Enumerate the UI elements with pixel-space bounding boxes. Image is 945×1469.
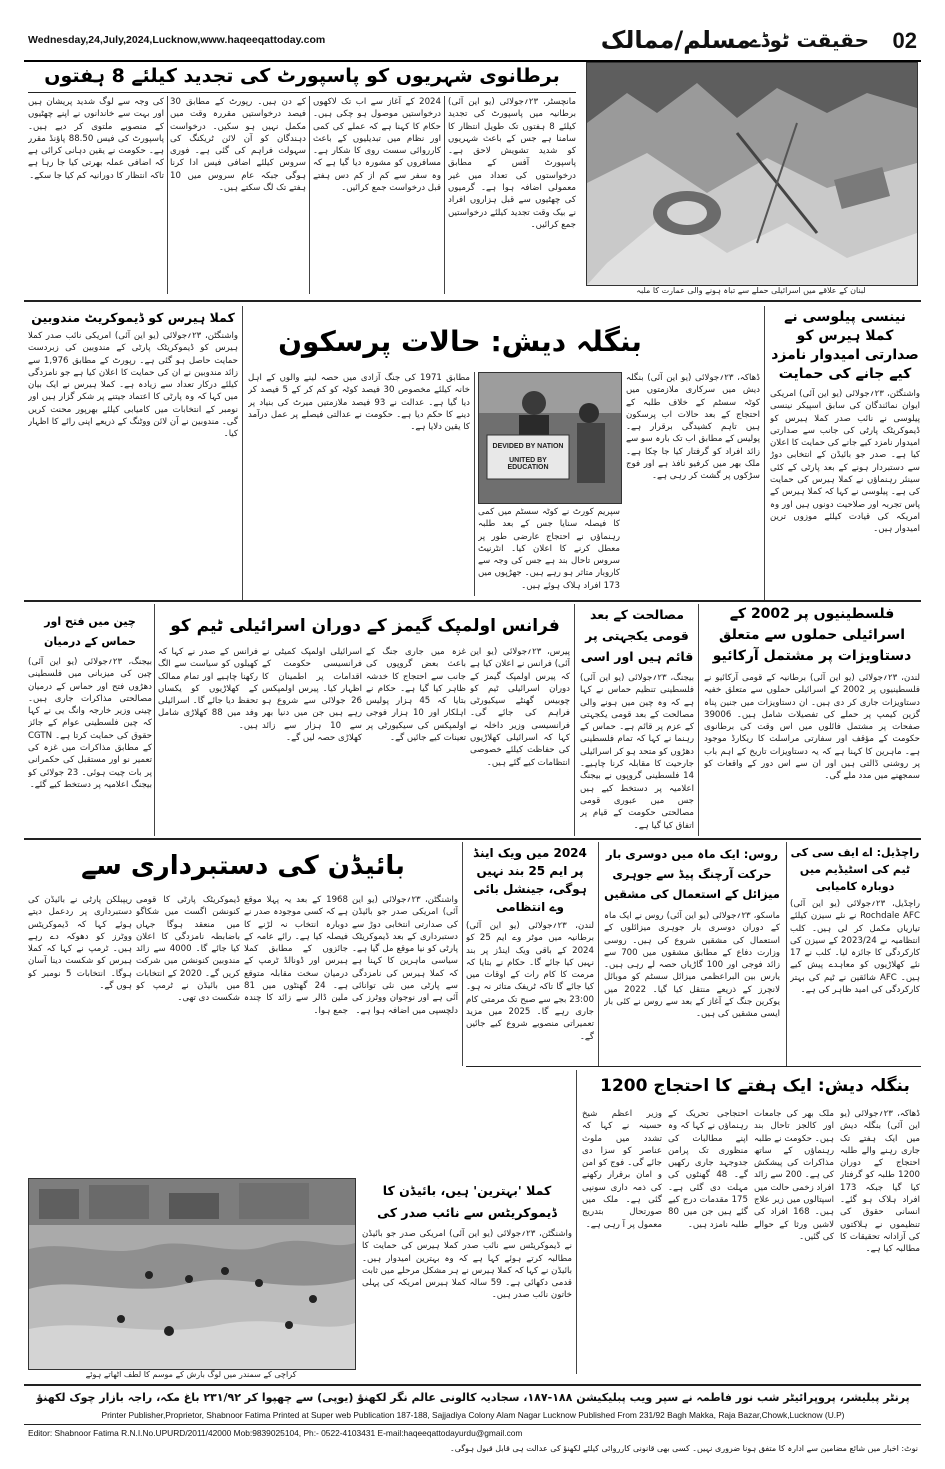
section-title: مسلم/ممالک [600,26,751,54]
russia-missile-body: ماسکو، ۲۳؍جولائی (یو این آئی) روس نے ایک ماہ کے دوران دوسری بار جوہری میزائلوں کے استعمال کی مشقیں شروع کی ہیں۔ روسی وزارت دفاع کے مطابق مشقوں میں 700 سے زائد فوجی اور 100 گاڑیاں حصہ لے رہی ہیں۔ یارس بین البراعظمی میزائل سسٹم کو موبائل لانچرز کے ذریعے منتقل کیا گیا۔ 2022 میں یوکرین جنگ کے آغاز کے بعد سے روس نے کئی بار ایسی مشقیں کی ہیں۔ [604,911,780,1020]
bangladesh-unrest-col-1: ڈھاکہ، ۲۳؍جولائی (یو این آئی) بنگلہ دیش میں سرکاری ملازمتوں میں کوٹہ سسٹم کے خلاف طلبہ کے احتجاج کے بعد حالات اب پرسکون ہیں تاہم کشیدگی برقرار ہے۔ پولیس کے مطابق اب تک بارہ سو سے زائد افراد کو گرفتار کیا جا چکا ہے۔ ملک بھر میں کرفیو نافذ ہے اور فوج سڑکوں پر گشت کر رہی ہے۔ [626,373,760,482]
israel-olympics-col-3: اسرائیلی اولمپک کمیٹی نے فرانسیسی حکومت کے اقدامات پر اطمینان کا اظہار کیا۔ پیرس اولمپکس 26 جولائی سے شروع ہو رہے ہیں جن میں دنیا بھر سے 10 ہزار سے زائد کھلاڑی حصہ لیں گے۔ [262,647,362,744]
beach-photo-art [29,1179,355,1369]
protest-photo-art [479,373,621,503]
biden-withdraw-col-1: واشنگٹن، ۲۳؍جولائی (یو این آئی) امریکی صدر جو بائیڈن کی صدارتی انتخابی دوڑ سے دستبرداری کے بعد ڈیموکریٹک پارٹی کو نیا موقع مل گیا ہے۔ سیاسی ماہرین کا کہنا ہے کہ کملا ہیرس کی نامزدگی سے پارٹی میں نئی توانائی آئی ہے اور نوجوان ووٹرز کی دلچسپی میں اضافہ ہوا ہے۔ [352,895,458,1016]
palestine-archive-body: لندن، ۲۳؍جولائی (یو این آئی) برطانیہ کے قومی آرکائیو نے فلسطینیوں پر 2002 کے اسرائیلی حملوں سے متعلق خفیہ دستاویزات جاری کر دی ہیں۔ ان دستاویزات میں جنین پناہ گزین کیمپ پر حملے کی تفصیلات شامل ہیں۔ 39006 صفحات پر مشتمل فائلوں میں اس وقت کی برطانوی حکومت کے مؤقف اور سفارتی مراسلت کا ریکارڈ موجود ہے۔ ماہرین کا کہنا ہے کہ یہ دستاویزات تاریخ کے اہم باب پر روشنی ڈالتی ہیں اور ان سے اس دور کے واقعات کو سمجھنے میں مدد ملے گی۔ [704,673,920,782]
biden-withdraw-col-4: ریپبلکن پارٹی نے بائیڈن کی دستبرداری پر ردعمل دیتے ہوئے کہا کہ ڈیموکریٹس ووٹرز کو دھوکہ دے رہے ہیں۔ ٹرمپ نے کہا کہ کملا ہیرس کو شکست دینا آسان ہوگا۔ انتخابات 5 نومبر کو ہوں گے۔ [28,895,132,992]
lebanon-rubble-photo [586,62,918,286]
footer-imprint-line2: Editor: Shabnoor Fatima R.N.I.No.UPURD/2011/42000 Mob:9839025104, Ph:- 0522-4103431 E-mail:haqeeqattodayurdu@gmail.com [28,1428,523,1438]
bangladesh-1200-col-1: ڈھاکہ، ۲۳؍جولائی (یو این آئی) بنگلہ دیش میں ایک ہفتے تک جاری رہنے والے طلبہ احتجاج کے دوران 1200 طلبہ کو گرفتار کیا گیا جبکہ 173 افراد ہلاک ہو گئے۔ انسانی حقوق کی تنظیموں نے ہلاکتوں کی آزادانہ تحقیقات کا مطالبہ کیا ہے۔ [840,1109,920,1255]
palestine-archive-headline: فلسطینیوں پر 2002 کے اسرائیلی حملوں سے متعلق دستاویزات پر مشتمل آرکائیو [712,606,912,664]
bangladesh-1200-col-3: احتجاجی تحریک کے رہنماؤں نے کہا کہ وہ اپنے مطالبات کی منظوری تک پرامن جدوجہد جاری رکھیں گے۔ 48 گھنٹوں کی مہلت دی گئی ہے۔ 175 مقدمات درج کیے گئے ہیں جن میں 80 طلبہ نامزد ہیں۔ [668,1109,748,1230]
uk-passport-col-4: کی وجہ سے لوگ شدید پریشان ہیں اور بہت سے خاندانوں نے اپنے چھٹیوں کے منصوبے ملتوی کر دیے ہیں۔ پاسپورٹ کی فیس 88.50 پاؤنڈ مقرر ہے۔ حکومت نے یقین دہانی کرائی ہے کہ اضافی عملہ بھرتی کیا جا رہا ہے تاکہ انتظار کا دورانیہ کم کیا جا سکے۔ [28,97,164,181]
paper-logo: حقیقت ٹوڈے [748,28,869,52]
m25-weekend-headline: 2024 میں ویک اینڈ پر ایم 25 بند نہیں ہوگی، جینشل بائی وے انتظامی [473,846,587,914]
uk-passport-headline: برطانوی شہریوں کو پاسپورٹ کی تجدید کیلئے 8 ہفتوں [44,65,560,87]
israel-olympics-col-1: پیرس، ۲۳؍جولائی (یو این آئی) فرانس نے اعلان کیا ہے کہ پیرس اولمپک گیمز کے دوران اسرائیلی ٹیم کو چوبیس گھنٹے سیکیورٹی فراہم کی جائے گی۔ فرانسیسی وزیر داخلہ نے کہا کہ اسرائیلی کھلاڑیوں کی حفاظت کیلئے خصوصی انتظامات کیے گئے ہیں۔ [470,647,570,768]
bangladesh-1200-col-4: وزیر اعظم شیخ حسینہ نے کہا کہ تشدد میں ملوث عناصر کو سزا دی جائے گی۔ فوج کو امن و امان برقرار رکھنے کی ذمہ داری سونپی گئی ہے۔ ملک میں صورتحال بتدریج معمول پر آ رہی ہے۔ [582,1109,662,1230]
beach-photo-caption: کراچی کے سمندر میں لوگ بارش کے موسم کا لطف اٹھاتے ہوئے [85,1370,297,1379]
hamas-unity-headline: مصالحت کے بعد قومی یکجہتی پر قائم ہیں اور اسی [580,607,694,664]
footer-imprint-line1: Printer Publisher,Proprietor, Shabnoor Fatima Printed at Super web Publication 187-188, Sajjadiya Colony Alam Nagar Lucknow Published From 231/92 Bagh Makka, Raja Bazar,Chowk,Lucknow (U.P) [101,1410,845,1420]
russia-missile-headline: روس: ایک ماہ میں دوسری بار حرکت آرچنگ پیڈ سے جوہری میزائل کے استعمال کی مشقیں [604,847,780,901]
israel-olympics-col-4: فرانس کے صدر نے کہا کہ کھیلوں کو سیاست سے الگ رکھنا چاہیے اور تمام ممالک کے کھلاڑیوں کو یکساں تحفظ دیا جائے گا۔ اسرائیلی وفد میں 88 کھلاڑی شامل ہیں۔ [158,647,258,731]
footer-disclaimer: نوٹ: اخبار میں شائع مضامین سے ادارہ کا متفق ہونا ضروری نہیں۔ کسی بھی قانونی کارروائی کیلئے لکھنؤ کی عدالت ہی قابل قبول ہوگی۔ [450,1444,918,1453]
kamala-support-headline: کملا ہیرس کو ڈیموکریٹ مندوبین [31,310,235,325]
china-palestine-body: بیجنگ، ۲۳؍جولائی (یو این آئی) چین کی میزبانی میں فلسطینی دھڑوں فتح اور حماس کے درمیان مصالحتی مذاکرات جاری ہیں۔ چینی وزیر خارجہ وانگ یی نے کہا کہ چین فلسطینی عوام کے جائز حقوق کی حمایت کرتا ہے۔ CGTN کے مطابق مذاکرات میں غزہ کی تعمیر نو اور مستقبل کی حکمرانی پر بات چیت ہوئی۔ 23 جولائی کو بیجنگ اعلامیہ پر دستخط کیے گئے۔ [28,657,152,790]
uk-passport-col-2: 2024 کے آغاز سے اب تک لاکھوں درخواستیں موصول ہو چکی ہیں۔ حکام کا کہنا ہے کہ عملے کی کمی اور نظام میں تبدیلیوں کے باعث کارروائی سست روی کا شکار ہے۔ مسافروں کو مشورہ دیا گیا ہے کہ وہ سفر سے کم از کم دس ہفتے قبل درخواست جمع کرائیں۔ [313,97,441,194]
israel-olympics-headline: فرانس اولمپک گیمز کے دوران اسرائیلی ٹیم کو [170,616,560,636]
kamala-best-headline: کملا 'بہترین' ہیں، بائیڈن کا ڈیموکریٹس سے نائب صدر کی [377,1183,557,1220]
kamala-best-body: واشنگٹن، ۲۳؍جولائی (یو این آئی) امریکی صدر جو بائیڈن نے ڈیموکریٹس سے نائب صدر کملا ہیرس کی حمایت کا مطالبہ کرتے ہوئے کہا ہے کہ وہ بہترین امیدوار ہیں۔ بائیڈن نے کہا کہ کملا ہیرس نے ہر مشکل مرحلے میں ثابت قدمی دکھائی ہے۔ 59 سالہ کملا ہیرس امریکہ کی پہلی خاتون نائب صدر ہیں۔ [362,1229,572,1301]
kamala-nancy-body: واشنگٹن، ۲۳؍جولائی (یو این آئی) امریکی ایوان نمائندگان کی سابق اسپیکر نینسی پیلوسی نے نائب صدر کملا ہیرس کو ڈیموکریٹک پارٹی کی جانب سے صدارتی امیدوار نامزد کیے جانے کی حمایت کا اعلان کیا ہے۔ صدر جو بائیڈن کے انتخابی دوڑ سے دستبردار ہونے کے بعد پارٹی کے کئی سینئر رہنماؤں نے کملا ہیرس کی حمایت کی ہے۔ پیلوسی نے کہا کہ کملا ہیرس کے پاس تجربہ اور صلاحیت دونوں ہیں اور وہ امریکہ کی قیادت کیلئے موزوں ترین امیدوار ہیں۔ [770,389,920,535]
biden-withdraw-col-3: ڈیموکریٹک پارٹی کا قومی کنونشن اگست میں شکاگو میں منعقد ہوگا جہاں باضابطہ نامزدگی کا اعلان کیا جائے گا۔ 4000 سے زائد مندوبین کنونشن میں شرکت کریں گے۔ 2020 کے انتخابات میں بائیڈن نے ٹرمپ کو شکست دی تھی۔ [136,895,240,1004]
bangladesh-1200-headline: بنگلہ دیش: ایک ہفتے کا احتجاج 1200 [600,1076,910,1096]
biden-withdraw-headline: بائیڈن کی دستبرداری سے [81,851,405,881]
biden-withdraw-col-2: 1968 کے بعد یہ پہلا موقع ہے کہ کسی موجودہ صدر نے دوبارہ انتخاب نہ لڑنے کا فیصلہ کیا ہے۔ رائے عامہ کے جائزوں کے مطابق کملا ہیرس اور ڈونالڈ ٹرمپ کے درمیان سخت مقابلہ متوقع ہے۔ 24 گھنٹوں میں 81 ملین ڈالر سے زائد کا چندہ جمع ہوا۔ [244,895,348,1016]
page-number: 02 [892,28,917,53]
beach-photo [28,1178,356,1370]
kamala-nancy-headline: نینسی پیلوسی نے کملا ہیرس کو صدارتی امیدوار نامزد کیے جانے کی حمایت [771,309,919,382]
rochdale-body: راچڈیل، ۲۳؍جولائی (یو این آئی) Rochdale AFC نے نئے سیزن کیلئے تیاریاں مکمل کر لی ہیں۔ کلب انتظامیہ نے 2023/24 کے سیزن کی کارکردگی کا جائزہ لیا۔ کلب نے 17 نئے کھلاڑیوں کو معاہدے پیش کیے ہیں۔ AFC شائقین نے ٹیم کی بہتر کارکردگی کی امید ظاہر کی ہے۔ [790,899,920,996]
israel-olympics-col-2: غزہ میں جاری جنگ کے باعث بعض گروپوں کی جانب سے احتجاج کا خدشہ ظاہر کیا گیا ہے۔ حکام نے بتایا کہ 45 ہزار پولیس اہلکار اور 10 ہزار فوجی اولمپکس کی سیکیورٹی پر تعینات کیے جائیں گے۔ [366,647,466,744]
protest-sign-line2: UNITED BY EDUCATION [507,457,549,471]
uk-passport-col-1: مانچسٹر، ۲۳؍جولائی (یو این آئی) برطانیہ میں پاسپورٹ کی تجدید کیلئے 8 ہفتوں تک طویل انتظار کا سامنا ہے جس کے باعث شہریوں کو شدید تشویش لاحق ہے۔ پاسپورٹ آفس کے مطابق درخواستوں کی تعداد میں غیر معمولی اضافہ ہوا ہے۔ گرمیوں کی چھٹیوں سے قبل ہزاروں افراد نے بیک وقت تجدید کیلئے درخواستیں جمع کرائیں۔ [448,97,576,230]
bangladesh-1200-col-2: ملک بھر کی جامعات اور کالجز تاحال بند ہیں۔ حکومت نے طلبہ رہنماؤں کے ساتھ مذاکرات کی پیشکش کی ہے۔ 200 سے زائد افراد زخمی حالت میں اسپتالوں میں زیر علاج ہیں۔ 168 افراد کی لاشیں ورثا کے حوالے کی گئیں۔ [754,1109,834,1242]
bangladesh-unrest-col-3: مطابق 1971 کی جنگ آزادی میں حصہ لینے والوں کے اہل خانہ کیلئے مخصوص 30 فیصد کوٹہ کو کم کر کے 5 فیصد کر دیا گیا ہے۔ عدالت نے 93 فیصد ملازمتیں میرٹ کی بنیاد پر دینے کا حکم دیا ہے۔ حکومت نے عدالتی فیصلے پر عمل درآمد کا یقین دلایا ہے۔ [248,373,470,433]
masthead [24,26,921,62]
bangladesh-unrest-headline: بنگلہ دیش: حالات پرسکون [278,325,642,358]
uk-passport-col-3: کے دن ہیں۔ رپورٹ کے مطابق 30 فیصد درخواستیں مقررہ وقت میں مکمل نہیں ہو سکیں۔ درخواست دہندگان کو آن لائن ٹریکنگ کی سہولت فراہم کی گئی ہے۔ فوری سروس کیلئے اضافی فیس ادا کرنا ہوگی جبکہ عام سروس میں 10 ہفتے تک لگ سکتے ہیں۔ [170,97,306,194]
china-palestine-headline: چین میں فتح اور حماس کے درمیان [44,615,136,648]
rochdale-headline: راچڈیل: اے ایف سی کی ٹیم کی اسٹیڈیم میں دوبارہ کامیابی [790,846,920,893]
protest-sign-line1: DEVIDED BY NATION [492,443,564,450]
hamas-unity-body: بیجنگ، ۲۳؍جولائی (یو این آئی) فلسطینی تنظیم حماس نے کہا ہے کہ وہ چین میں ہونے والی مصالحت کے بعد قومی یکجہتی کے عزم پر قائم ہے۔ حماس کے رہنما نے کہا کہ تمام فلسطینی دھڑوں کو متحد ہو کر اسرائیلی جارحیت کا مقابلہ کرنا چاہیے۔ 14 فلسطینی گروپوں نے بیجنگ اعلامیہ پر دستخط کیے ہیں جس میں عبوری قومی مصالحتی حکومت کے قیام پر اتفاق کیا گیا ہے۔ [580,673,694,831]
bangladesh-unrest-col-2: سپریم کورٹ نے کوٹہ سسٹم میں کمی کا فیصلہ سنایا جس کے بعد طلبہ رہنماؤں نے احتجاج عارضی طور پر معطل کرنے کا اعلان کیا۔ انٹرنیٹ سروس تاحال بند ہے جس کی وجہ سے کاروبار متاثر ہو رہے ہیں۔ جھڑپوں میں 173 افراد ہلاک ہوئے ہیں۔ [478,507,620,591]
rubble-photo-art [587,63,917,285]
student-protest-photo [478,372,622,504]
lebanon-photo-caption: لبنان کے علاقے میں اسرائیلی حملے سے تباہ ہونے والی عمارت کا ملبہ [636,286,866,295]
kamala-support-body: واشنگٹن، ۲۳؍جولائی (یو این آئی) امریکی نائب صدر کملا ہیرس کو ڈیموکریٹک پارٹی کے مندوبین کی زبردست حمایت حاصل ہو گئی ہے۔ رپورٹ کے مطابق 1,976 سے زائد مندوبین نے ان کی حمایت کا اعلان کیا ہے جو نامزدگی کیلئے درکار تعداد سے زیادہ ہے۔ کملا ہیرس نے ایک بیان میں کہا کہ وہ پارٹی کا اعتماد جیتنے پر شکر گزار ہیں اور نومبر کے انتخابات میں کامیابی کیلئے بھرپور محنت کریں گی۔ مندوبین نے آن لائن ووٹنگ کے ذریعے اپنی رائے کا اظہار کیا۔ [28,331,238,440]
footer-urdu-imprint: پرنٹر پبلیشر، پروپرائیٹر شب نور فاطمہ نے سپر ویب پبلیکیشن ۱۸۸-۱۸۷، سجادیہ کالونی عالم نگر لکھنؤ (یوپی) سے چھپوا کر ۲۳۱/۹۲ باغ مکہ، راجہ بازار چوک لکھنؤ [36,1391,910,1404]
m25-weekend-body: لندن، ۲۳؍جولائی (یو این آئی) برطانیہ میں موٹر وے ایم 25 کو 2024 کے باقی ویک اینڈز پر بند نہیں کیا جائے گا۔ حکام نے بتایا کہ مرمت کا کام رات کے اوقات میں کیا جائے گا تاکہ ٹریفک متاثر نہ ہو۔ 23:00 بجے سے صبح تک مرمتی کام جاری رہے گا۔ 2025 میں مزید تعمیراتی منصوبے شروع کیے جائیں گے۔ [466,921,594,1042]
dateline: Wednesday,24,July,2024,Lucknow,www.haqeeqattoday.com [28,34,326,46]
